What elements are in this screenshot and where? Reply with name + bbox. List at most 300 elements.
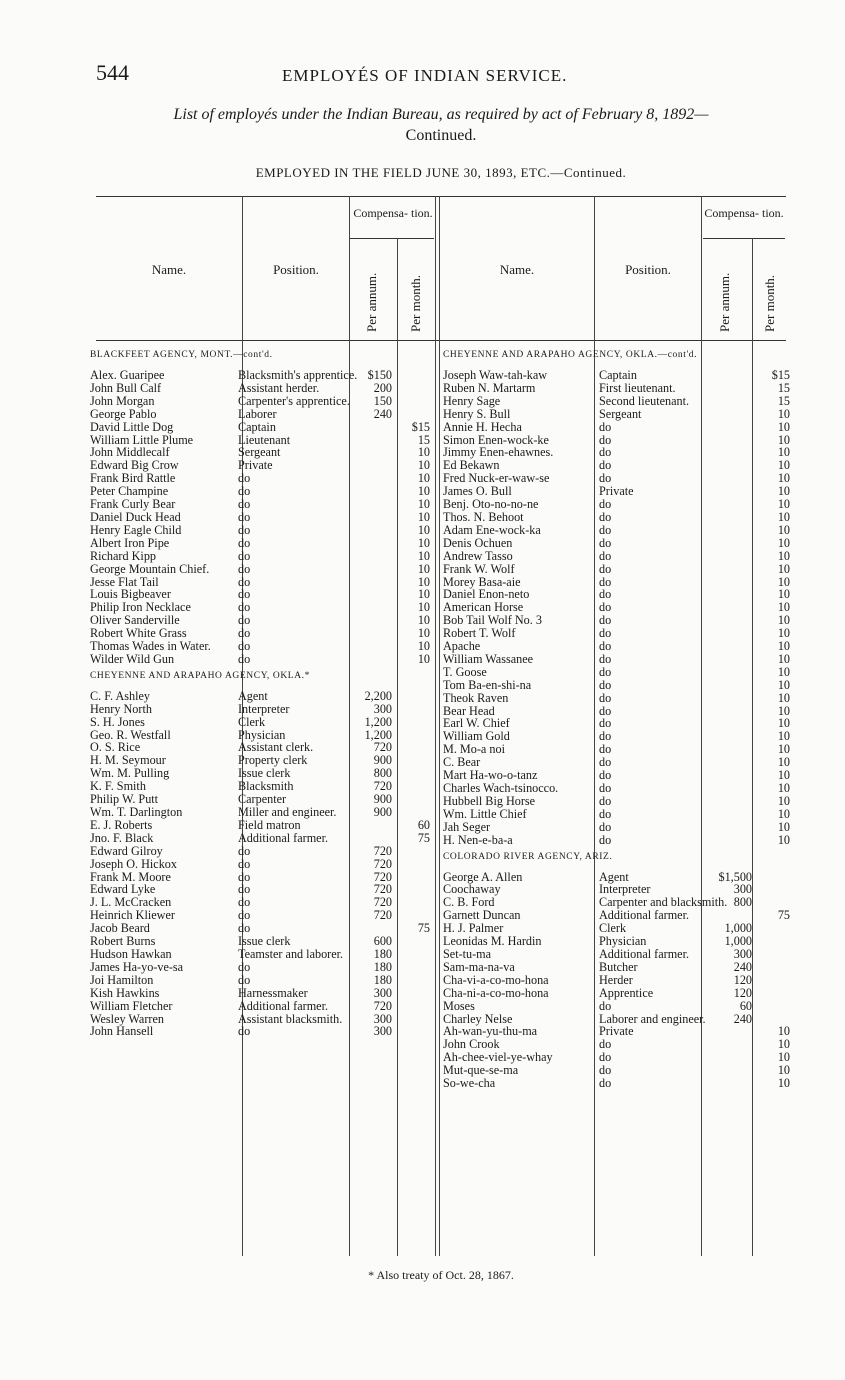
employee-name: Geo. R. Westfall bbox=[90, 727, 171, 742]
per-annum: 1,000 bbox=[724, 934, 752, 949]
per-month bbox=[756, 948, 794, 961]
per-month bbox=[396, 767, 434, 780]
table-row bbox=[90, 1000, 440, 1013]
position: Additional farmer. bbox=[238, 830, 329, 845]
position: do bbox=[238, 639, 251, 654]
per-month: 10 bbox=[417, 509, 430, 524]
per-month: 10 bbox=[777, 419, 790, 434]
employee-name: Frank M. Moore bbox=[90, 869, 171, 884]
position: Issue clerk bbox=[238, 766, 291, 781]
per-annum bbox=[346, 627, 396, 640]
position: do bbox=[238, 626, 251, 641]
table-row bbox=[90, 382, 440, 395]
per-annum bbox=[346, 537, 396, 550]
employee-name: S. H. Jones bbox=[90, 714, 145, 729]
table-row bbox=[443, 563, 794, 576]
per-month bbox=[396, 729, 434, 742]
per-month: 10 bbox=[417, 613, 430, 628]
per-annum bbox=[703, 563, 756, 576]
table-row bbox=[90, 987, 440, 1000]
employee-name: William Little Plume bbox=[90, 432, 194, 447]
per-annum bbox=[346, 459, 396, 472]
employee-name: John Middlecalf bbox=[90, 445, 170, 460]
table-row bbox=[443, 834, 794, 847]
per-annum bbox=[703, 408, 756, 421]
table-row bbox=[443, 987, 794, 1000]
per-month: 10 bbox=[777, 535, 790, 550]
table-row bbox=[90, 1025, 440, 1038]
employee-name: John Morgan bbox=[90, 393, 155, 408]
position: Clerk bbox=[238, 714, 266, 729]
per-annum bbox=[703, 1038, 756, 1051]
employee-name: Cha-ni-a-co-mo-hona bbox=[443, 985, 549, 1000]
per-annum bbox=[346, 550, 396, 563]
per-annum: $150 bbox=[367, 368, 392, 382]
position: Captain bbox=[599, 368, 637, 382]
per-month: 10 bbox=[417, 522, 430, 537]
employee-name: Jah Seger bbox=[443, 819, 491, 834]
per-month: 10 bbox=[777, 432, 790, 447]
position: do bbox=[599, 432, 612, 447]
per-month bbox=[396, 382, 434, 395]
employee-name: Richard Kipp bbox=[90, 548, 157, 563]
position: Additional farmer. bbox=[599, 908, 690, 923]
employee-name: Wm. T. Darlington bbox=[90, 805, 183, 819]
per-annum: 1,000 bbox=[724, 921, 752, 936]
employee-name: Robert White Grass bbox=[90, 626, 187, 641]
position: do bbox=[238, 882, 251, 897]
position: Second lieutenant. bbox=[599, 393, 690, 408]
position: do bbox=[599, 522, 612, 537]
position: Lieutenant bbox=[238, 432, 291, 447]
per-month: 10 bbox=[777, 600, 790, 615]
position: do bbox=[599, 677, 612, 692]
employee-name: Wm. M. Pulling bbox=[90, 766, 170, 781]
position: do bbox=[238, 869, 251, 884]
per-annum: 240 bbox=[733, 1011, 752, 1026]
table-row bbox=[90, 845, 440, 858]
per-month bbox=[396, 948, 434, 961]
employee-name: Mart Ha-wo-o-tanz bbox=[443, 768, 538, 783]
position: Assistant blacksmith. bbox=[238, 1011, 343, 1026]
position: do bbox=[238, 509, 251, 524]
position: Herder bbox=[599, 972, 633, 987]
employee-name: H. J. Palmer bbox=[443, 921, 504, 936]
position: Laborer bbox=[238, 406, 277, 421]
employee-name: Charley Nelse bbox=[443, 1011, 513, 1026]
per-annum: 120 bbox=[733, 985, 752, 1000]
position: do bbox=[599, 548, 612, 563]
per-annum: 240 bbox=[373, 406, 392, 421]
employee-name: Wilder Wild Gun bbox=[90, 651, 175, 666]
per-month bbox=[756, 974, 794, 987]
employee-name: Robert Burns bbox=[90, 934, 156, 949]
per-month: $15 bbox=[771, 368, 790, 382]
position: do bbox=[238, 535, 251, 550]
employee-name: Simon Enen-wock-ke bbox=[443, 432, 549, 447]
employee-name: Thomas Wades in Water. bbox=[90, 639, 211, 654]
position: do bbox=[238, 972, 251, 987]
employee-name: H. Nen-e-ba-a bbox=[443, 832, 513, 847]
per-month: 10 bbox=[777, 574, 790, 589]
per-annum bbox=[703, 717, 756, 730]
position: Miller and engineer. bbox=[238, 805, 337, 819]
employee-name: Thos. N. Behoot bbox=[443, 509, 524, 524]
position: do bbox=[599, 497, 612, 512]
employee-name: K. F. Smith bbox=[90, 779, 146, 794]
table-row bbox=[90, 408, 440, 421]
table-row bbox=[90, 537, 440, 550]
per-annum bbox=[346, 819, 396, 832]
header-compensation: Compensa- tion. bbox=[353, 206, 433, 220]
position: do bbox=[599, 742, 612, 757]
per-annum bbox=[703, 808, 756, 821]
position: do bbox=[238, 908, 251, 923]
header-position: Position. bbox=[625, 262, 671, 277]
agency-heading: COLORADO RIVER AGENCY, ARIZ. bbox=[443, 851, 613, 862]
position: do bbox=[599, 793, 612, 808]
employee-name: Fred Nuck-er-waw-se bbox=[443, 471, 550, 486]
per-annum: 180 bbox=[373, 959, 392, 974]
per-month bbox=[396, 395, 434, 408]
employee-name: William Wassanee bbox=[443, 651, 534, 666]
employee-name: C. F. Ashley bbox=[90, 688, 150, 703]
table-row bbox=[443, 537, 794, 550]
per-month: 10 bbox=[777, 445, 790, 460]
table-row bbox=[443, 679, 794, 692]
per-annum bbox=[703, 382, 756, 395]
position: do bbox=[599, 458, 612, 473]
position: do bbox=[238, 1024, 251, 1039]
table-row bbox=[443, 640, 794, 653]
position: Harnessmaker bbox=[238, 985, 308, 1000]
per-annum bbox=[703, 434, 756, 447]
per-month bbox=[396, 883, 434, 896]
per-month bbox=[756, 961, 794, 974]
employee-name: Kish Hawkins bbox=[90, 985, 160, 1000]
per-month bbox=[396, 793, 434, 806]
per-month: 60 bbox=[417, 817, 430, 832]
position: Sergeant bbox=[238, 445, 281, 460]
per-month: 10 bbox=[777, 626, 790, 641]
table-row bbox=[90, 961, 440, 974]
employee-name: Annie H. Hecha bbox=[443, 419, 522, 434]
employee-name: Andrew Tasso bbox=[443, 548, 513, 563]
per-month: 75 bbox=[777, 908, 790, 923]
employee-name: David Little Dog bbox=[90, 419, 174, 434]
employee-name: Bear Head bbox=[443, 703, 495, 718]
employee-name: Mut-que-se-ma bbox=[443, 1063, 519, 1078]
employee-name: William Fletcher bbox=[90, 998, 173, 1013]
employee-name: Ed Bekawn bbox=[443, 458, 500, 473]
employee-name: Edward Big Crow bbox=[90, 458, 179, 473]
table-row bbox=[443, 795, 794, 808]
position: Blacksmith's apprentice. bbox=[238, 368, 358, 382]
per-month bbox=[396, 369, 434, 382]
per-month: 10 bbox=[777, 703, 790, 718]
position: do bbox=[599, 587, 612, 602]
table-row bbox=[90, 858, 440, 871]
per-annum: 150 bbox=[373, 393, 392, 408]
table-row bbox=[443, 627, 794, 640]
position: Additional farmer. bbox=[599, 946, 690, 961]
employee-name: C. B. Ford bbox=[443, 895, 495, 910]
employee-name: Daniel Enon-neto bbox=[443, 587, 530, 602]
per-month: 10 bbox=[417, 639, 430, 654]
per-annum: 300 bbox=[373, 701, 392, 716]
per-month: 10 bbox=[417, 574, 430, 589]
position: do bbox=[599, 574, 612, 589]
employee-name: E. J. Roberts bbox=[90, 817, 153, 832]
per-annum: 720 bbox=[373, 895, 392, 910]
per-annum: 720 bbox=[373, 779, 392, 794]
table-row bbox=[443, 666, 794, 679]
table-row bbox=[443, 821, 794, 834]
position: do bbox=[238, 921, 251, 936]
per-annum bbox=[703, 640, 756, 653]
header-name: Name. bbox=[499, 262, 535, 277]
per-month: 10 bbox=[777, 690, 790, 705]
table-row bbox=[443, 653, 794, 666]
employee-name: Philip Iron Necklace bbox=[90, 600, 191, 615]
per-annum bbox=[703, 705, 756, 718]
employee-name: Henry Sage bbox=[443, 393, 501, 408]
per-annum: 720 bbox=[373, 908, 392, 923]
agency-heading: CHEYENNE AND ARAPAHO AGENCY, OKLA.* bbox=[90, 670, 310, 681]
per-annum bbox=[703, 782, 756, 795]
position: do bbox=[238, 613, 251, 628]
employee-name: Morey Basa-aie bbox=[443, 574, 521, 589]
header-per-annum: Per annum. bbox=[717, 272, 732, 332]
position: Laborer and engineer. bbox=[599, 1011, 706, 1026]
per-month bbox=[396, 1025, 434, 1038]
table-row bbox=[443, 369, 794, 382]
position: Field matron bbox=[238, 817, 301, 832]
position: do bbox=[238, 651, 251, 666]
position: do bbox=[238, 895, 251, 910]
per-month bbox=[756, 922, 794, 935]
position: Clerk bbox=[599, 921, 627, 936]
table-row bbox=[90, 948, 440, 961]
per-month: 10 bbox=[777, 587, 790, 602]
position: do bbox=[599, 768, 612, 783]
per-month: 10 bbox=[777, 1063, 790, 1078]
per-annum: 1,200 bbox=[364, 714, 392, 729]
per-annum bbox=[346, 446, 396, 459]
page-number: 544 bbox=[96, 60, 129, 85]
per-annum: 300 bbox=[373, 985, 392, 1000]
table-row bbox=[443, 408, 794, 421]
table-row bbox=[90, 819, 440, 832]
per-annum: 720 bbox=[373, 740, 392, 755]
position: do bbox=[599, 445, 612, 460]
employee-name: Earl W. Chief bbox=[443, 716, 510, 731]
footnote: * Also treaty of Oct. 28, 1867. bbox=[368, 1268, 514, 1282]
employee-name: Charles Wach-tsinocco. bbox=[443, 781, 559, 795]
table-row bbox=[90, 550, 440, 563]
employee-name: Cha-vi-a-co-mo-hona bbox=[443, 972, 549, 987]
per-month bbox=[756, 871, 794, 884]
position: do bbox=[599, 535, 612, 550]
employee-name: C. Bear bbox=[443, 755, 481, 770]
per-month: 10 bbox=[417, 484, 430, 499]
position: do bbox=[599, 1063, 612, 1078]
employee-name: Leonidas M. Hardin bbox=[443, 934, 542, 949]
agency-heading: CHEYENNE AND ARAPAHO AGENCY, OKLA.—cont'd. bbox=[443, 350, 698, 360]
per-month: 10 bbox=[417, 626, 430, 641]
position: do bbox=[599, 1076, 612, 1091]
per-month bbox=[756, 1000, 794, 1013]
employee-name: Ah-wan-yu-thu-ma bbox=[443, 1024, 538, 1039]
table-row bbox=[443, 782, 794, 795]
employee-name: William Gold bbox=[443, 729, 510, 744]
section-heading: EMPLOYED IN THE FIELD JUNE 30, 1893, ETC.—Continued. bbox=[255, 165, 627, 180]
table-row bbox=[90, 511, 440, 524]
per-annum: 720 bbox=[373, 856, 392, 871]
per-annum bbox=[703, 1064, 756, 1077]
per-annum bbox=[703, 498, 756, 511]
employee-name: H. M. Seymour bbox=[90, 753, 166, 768]
table-row bbox=[90, 563, 440, 576]
employee-name: Henry North bbox=[90, 701, 152, 716]
per-month: 10 bbox=[777, 664, 790, 679]
per-month: 10 bbox=[777, 1024, 790, 1039]
per-annum bbox=[703, 834, 756, 847]
position: do bbox=[599, 471, 612, 486]
employee-name: Heinrich Kliewer bbox=[90, 908, 175, 923]
employee-name: John Bull Calf bbox=[90, 380, 162, 395]
employee-name: John Crook bbox=[443, 1037, 500, 1052]
position: do bbox=[238, 587, 251, 602]
per-annum bbox=[703, 485, 756, 498]
per-annum: 720 bbox=[373, 998, 392, 1013]
per-annum bbox=[703, 511, 756, 524]
per-annum bbox=[703, 601, 756, 614]
position: Butcher bbox=[599, 959, 638, 974]
table-row bbox=[443, 524, 794, 537]
table-row bbox=[443, 974, 794, 987]
table-row bbox=[443, 808, 794, 821]
per-month: 75 bbox=[417, 921, 430, 936]
employee-name: Henry Eagle Child bbox=[90, 522, 182, 537]
per-annum bbox=[703, 576, 756, 589]
position: do bbox=[599, 819, 612, 834]
per-month: 10 bbox=[777, 548, 790, 563]
position: do bbox=[599, 561, 612, 576]
position: do bbox=[599, 1050, 612, 1065]
per-month: 10 bbox=[777, 1050, 790, 1065]
per-annum: 720 bbox=[373, 843, 392, 858]
per-annum: 180 bbox=[373, 946, 392, 961]
position: do bbox=[599, 639, 612, 654]
per-month bbox=[396, 871, 434, 884]
position: do bbox=[238, 600, 251, 615]
table-row bbox=[90, 703, 440, 716]
table-row bbox=[443, 692, 794, 705]
per-annum bbox=[346, 576, 396, 589]
table-row bbox=[90, 395, 440, 408]
employee-name: M. Mo-a noi bbox=[443, 742, 505, 757]
per-annum: 300 bbox=[733, 882, 752, 897]
table-row bbox=[443, 948, 794, 961]
per-month: 10 bbox=[777, 806, 790, 821]
position: do bbox=[238, 574, 251, 589]
employee-name: Frank Bird Rattle bbox=[90, 471, 176, 486]
employee-name: Alex. Guaripee bbox=[90, 368, 165, 382]
per-annum bbox=[703, 1051, 756, 1064]
per-annum bbox=[703, 769, 756, 782]
per-annum bbox=[703, 679, 756, 692]
employee-name: Jesse Flat Tail bbox=[90, 574, 159, 589]
header-compensation: Compensa- tion. bbox=[704, 206, 784, 220]
position: do bbox=[599, 626, 612, 641]
employee-name: Theok Raven bbox=[443, 690, 509, 705]
position: Additional farmer. bbox=[238, 998, 329, 1013]
position: Physician bbox=[238, 727, 286, 742]
per-annum bbox=[703, 446, 756, 459]
per-annum bbox=[346, 421, 396, 434]
per-annum bbox=[703, 653, 756, 666]
position: do bbox=[599, 419, 612, 434]
employee-name: George A. Allen bbox=[443, 869, 523, 884]
per-month bbox=[396, 754, 434, 767]
position: do bbox=[238, 471, 251, 486]
per-month: 10 bbox=[777, 819, 790, 834]
position: Carpenter's apprentice. bbox=[238, 393, 350, 408]
table-row bbox=[443, 421, 794, 434]
position: do bbox=[599, 509, 612, 524]
position: Agent bbox=[599, 869, 629, 884]
table-row bbox=[443, 382, 794, 395]
position: Issue clerk bbox=[238, 934, 291, 949]
position: Assistant herder. bbox=[238, 380, 320, 395]
per-month bbox=[756, 987, 794, 1000]
table-row bbox=[90, 524, 440, 537]
employee-name: Sam-ma-na-va bbox=[443, 959, 515, 974]
employee-name: James Ha-yo-ve-sa bbox=[90, 959, 184, 974]
per-month: 10 bbox=[777, 832, 790, 847]
comp-rule-right bbox=[703, 238, 785, 239]
per-annum bbox=[703, 692, 756, 705]
employee-name: Albert Iron Pipe bbox=[90, 535, 170, 550]
position: Apprentice bbox=[599, 985, 654, 1000]
table-row bbox=[90, 640, 440, 653]
per-month: 10 bbox=[417, 548, 430, 563]
per-month: 10 bbox=[777, 406, 790, 421]
employee-name: Robert T. Wolf bbox=[443, 626, 516, 641]
employee-name: Bob Tail Wolf No. 3 bbox=[443, 613, 542, 628]
position: do bbox=[599, 806, 612, 821]
per-annum bbox=[703, 550, 756, 563]
per-month bbox=[396, 961, 434, 974]
per-month: 10 bbox=[417, 445, 430, 460]
per-annum: 180 bbox=[373, 972, 392, 987]
position: Carpenter bbox=[238, 792, 287, 807]
per-annum bbox=[346, 614, 396, 627]
per-annum: 800 bbox=[733, 895, 752, 910]
per-annum bbox=[703, 537, 756, 550]
table-row bbox=[443, 511, 794, 524]
per-month: 10 bbox=[777, 561, 790, 576]
per-annum: 900 bbox=[373, 753, 392, 768]
per-annum: 2,200 bbox=[364, 688, 392, 703]
agency-heading: BLACKFEET AGENCY, MONT.—cont'd. bbox=[90, 350, 273, 360]
per-month: 10 bbox=[777, 497, 790, 512]
employee-name: Wesley Warren bbox=[90, 1011, 164, 1026]
list-subtitle: List of employés under the Indian Bureau, as required by act of February 8, 1892— bbox=[173, 106, 709, 123]
employee-name: Philip W. Putt bbox=[90, 792, 159, 807]
per-month: 10 bbox=[777, 458, 790, 473]
